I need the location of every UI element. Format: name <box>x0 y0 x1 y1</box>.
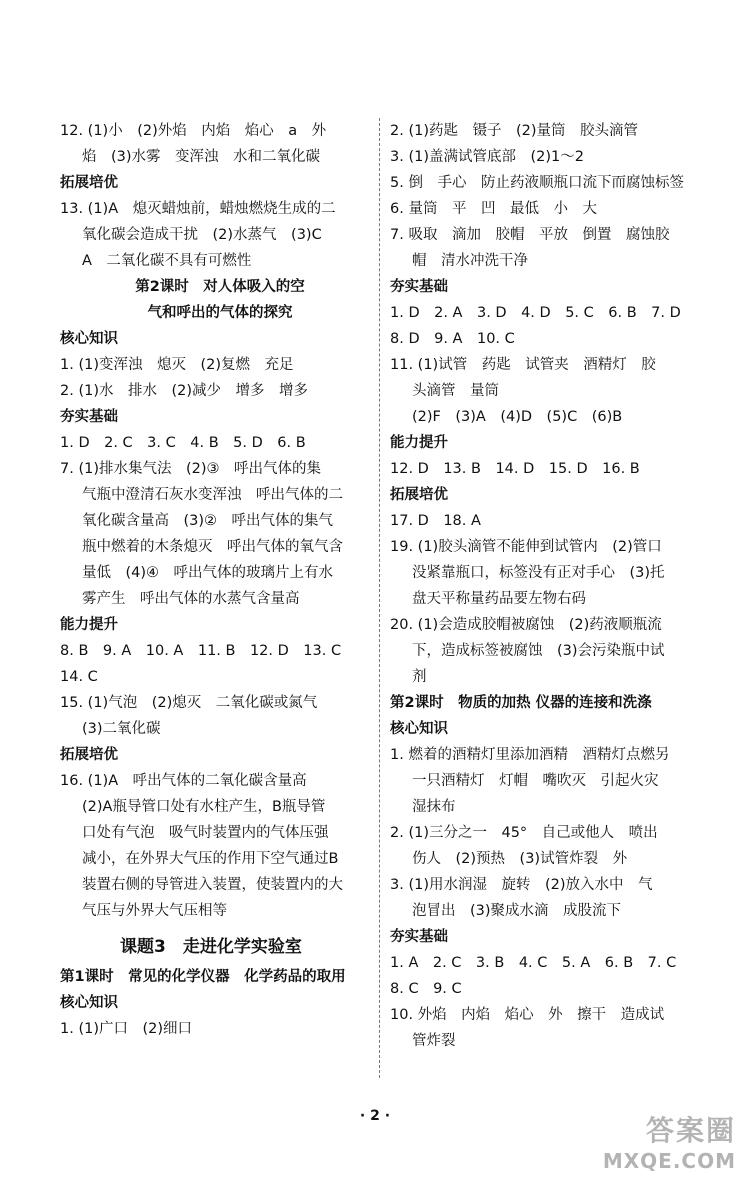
answer-line: 14. C <box>60 669 98 685</box>
section-heading: 第2课时 物质的加热 仪器的连接和洗涤 <box>390 695 652 711</box>
answer-line: 1. (1)广口 (2)细口 <box>60 1021 193 1037</box>
answer-line-continued: 没紧靠瓶口，标签没有正对手心 (3)托 <box>412 565 665 581</box>
answer-line: 15. (1)气泡 (2)熄灭 二氧化碳或氮气 <box>60 695 318 711</box>
answer-line: 7. 吸取 滴加 胶帽 平放 倒置 腐蚀胶 <box>390 227 670 243</box>
answer-line: 16. (1)A 呼出气体的二氧化碳含量高 <box>60 773 307 789</box>
answer-line-continued: A 二氧化碳不具有可燃性 <box>82 253 252 269</box>
answer-line: 1. D 2. A 3. D 4. D 5. C 6. B 7. D <box>390 305 681 321</box>
answer-line: 10. 外焰 内焰 焰心 外 擦干 造成试 <box>390 1007 665 1023</box>
answer-line-continued: 装置右侧的导管进入装置，使装置内的大 <box>82 877 343 893</box>
answer-line: 1. D 2. C 3. C 4. B 5. D 6. B <box>60 435 306 451</box>
answer-line: 5. 倒 手心 防止药液顺瓶口流下而腐蚀标签 <box>390 175 684 191</box>
answer-line-continued: 盘天平称量药品要左物右码 <box>412 591 586 607</box>
answer-line-continued: 气瓶中澄清石灰水变浑浊 呼出气体的二 <box>82 487 343 503</box>
section-heading: 能力提升 <box>60 617 118 633</box>
answer-line-continued: 伤人 (2)预热 (3)试管炸裂 外 <box>412 851 628 867</box>
answer-line-continued: 雾产生 呼出气体的水蒸气含量高 <box>82 591 300 607</box>
answer-line-continued: 量低 (4)④ 呼出气体的玻璃片上有水 <box>82 565 334 581</box>
lesson-title: 气和呼出的气体的探究 <box>147 305 293 321</box>
answer-line: 2. (1)三分之一 45° 自己或他人 喷出 <box>390 825 658 841</box>
left-column <box>60 118 380 1042</box>
answer-line-continued: 氧化碳会造成干扰 (2)水蒸气 (3)C <box>82 227 322 243</box>
section-heading: 核心知识 <box>60 331 118 347</box>
answer-line-continued: 焰 (3)水雾 变浑浊 水和二氧化碳 <box>82 149 321 165</box>
lesson-title: 第2课时 对人体吸入的空 <box>135 279 305 295</box>
watermark-logo <box>603 1109 736 1173</box>
section-heading: 核心知识 <box>60 995 118 1011</box>
section-heading: 核心知识 <box>390 721 448 737</box>
answer-line: 11. (1)试管 药匙 试管夹 酒精灯 胶 <box>390 357 656 373</box>
answer-line: 1. 燃着的酒精灯里添加酒精 酒精灯点燃另 <box>390 747 670 763</box>
column-divider <box>379 118 380 1078</box>
answer-line-continued: 口处有气泡 吸气时装置内的气体压强 <box>82 825 329 841</box>
answer-line: 12. (1)小 (2)外焰 内焰 焰心 a 外 <box>60 123 327 139</box>
answer-line: 8. D 9. A 10. C <box>390 331 515 347</box>
answer-line: 13. (1)A 熄灭蜡烛前，蜡烛燃烧生成的二 <box>60 201 336 217</box>
watermark-url: MXQE.COM <box>602 1149 736 1173</box>
answer-line-continued: 泡冒出 (3)聚成水滴 成股流下 <box>412 903 622 919</box>
section-heading: 拓展培优 <box>60 175 118 191</box>
answer-line: 3. (1)盖满试管底部 (2)1～2 <box>390 149 584 165</box>
section-heading: 能力提升 <box>390 435 448 451</box>
answer-line: 1. (1)变浑浊 熄灭 (2)复燃 充足 <box>60 357 294 373</box>
answer-line: 20. (1)会造成胶帽被腐蚀 (2)药液顺瓶流 <box>390 617 662 633</box>
answer-line-continued: (3)二氧化碳 <box>82 721 161 737</box>
answer-line-continued: 头滴管 量筒 <box>412 383 499 399</box>
answer-line: 17. D 18. A <box>390 513 481 529</box>
answer-line: 2. (1)药匙 镊子 (2)量筒 胶头滴管 <box>390 123 639 139</box>
page-number: · 2 · <box>359 1108 391 1124</box>
right-column <box>390 118 710 1054</box>
answer-line-continued: 剂 <box>412 669 427 685</box>
answer-line-continued: 一只酒精灯 灯帽 嘴吹灭 引起火灾 <box>412 773 659 789</box>
topic-title: 课题3 走进化学实验室 <box>120 937 302 957</box>
answer-line-continued: 气压与外界大气压相等 <box>82 903 227 919</box>
section-heading: 夯实基础 <box>390 279 448 295</box>
answer-line: 12. D 13. B 14. D 15. D 16. B <box>390 461 640 477</box>
section-heading: 拓展培优 <box>390 487 448 503</box>
answer-line-continued: 帽 清水冲洗干净 <box>412 253 528 269</box>
answer-line: 1. A 2. C 3. B 4. C 5. A 6. B 7. C <box>390 955 677 971</box>
answer-line: 8. B 9. A 10. A 11. B 12. D 13. C <box>60 643 342 659</box>
answer-line: 3. (1)用水润湿 旋转 (2)放入水中 气 <box>390 877 653 893</box>
answer-line: 2. (1)水 排水 (2)减少 增多 增多 <box>60 383 309 399</box>
section-heading: 拓展培优 <box>60 747 118 763</box>
answer-line: 19. (1)胶头滴管不能伸到试管内 (2)管口 <box>390 539 662 555</box>
answer-line-continued: 下，造成标签被腐蚀 (3)会污染瓶中试 <box>412 643 665 659</box>
answer-line: 8. C 9. C <box>390 981 462 997</box>
answer-line-continued: (2)F (3)A (4)D (5)C (6)B <box>412 409 623 425</box>
answer-line-continued: (2)A瓶导管口处有水柱产生，B瓶导管 <box>82 799 326 815</box>
section-heading: 第1课时 常见的化学仪器 化学药品的取用 <box>60 969 346 985</box>
answer-line-continued: 瓶中燃着的木条熄灭 呼出气体的氧气含 <box>82 539 343 555</box>
section-heading: 夯实基础 <box>390 929 448 945</box>
answer-line: 6. 量筒 平 凹 最低 小 大 <box>390 201 597 217</box>
answer-line: 7. (1)排水集气法 (2)③ 呼出气体的集 <box>60 461 322 477</box>
section-heading: 夯实基础 <box>60 409 118 425</box>
watermark-text: 答案圈 <box>645 1114 736 1147</box>
answer-line-continued: 湿抹布 <box>412 799 456 815</box>
answer-line-continued: 管炸裂 <box>412 1033 456 1049</box>
answer-line-continued: 减小，在外界大气压的作用下空气通过B <box>82 851 339 867</box>
answer-line-continued: 氧化碳含量高 (3)② 呼出气体的集气 <box>82 513 334 529</box>
